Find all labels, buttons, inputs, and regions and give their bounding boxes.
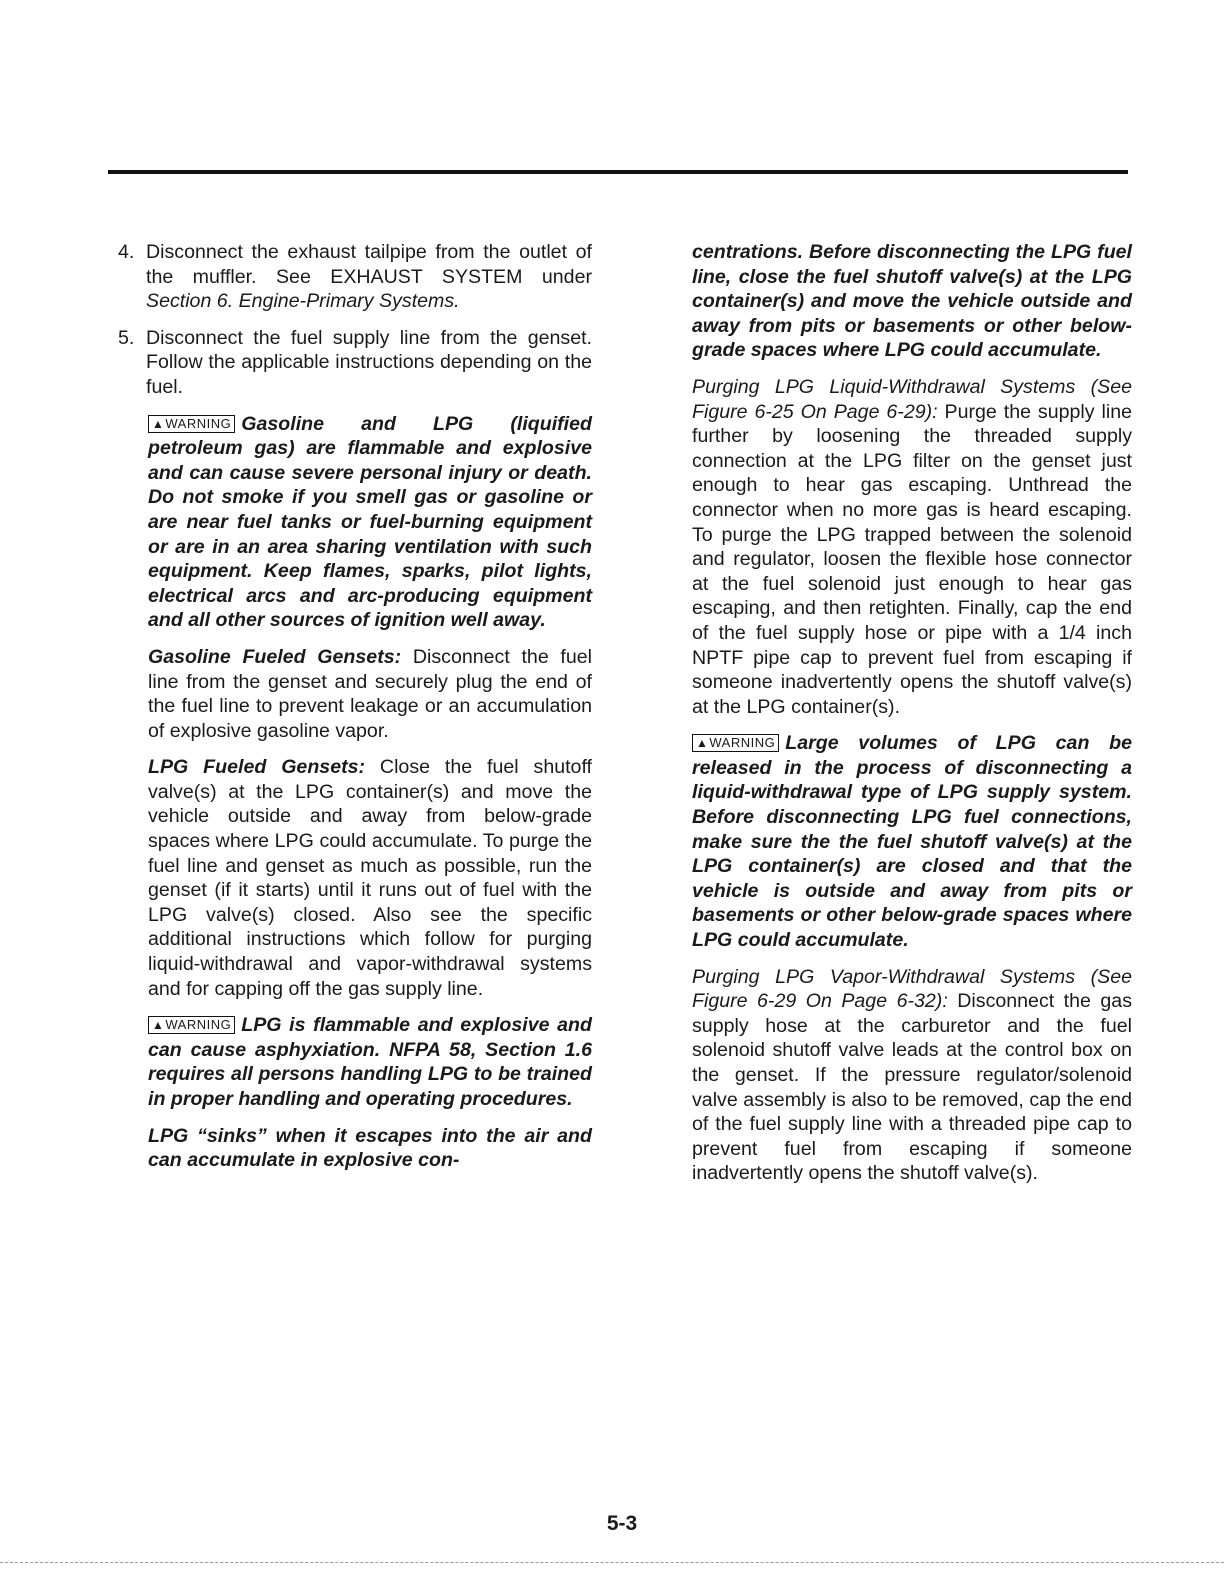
warning-triangle-icon: ▲	[152, 416, 165, 431]
right-column	[692, 240, 1132, 1198]
warning-lpg-sinks: LPG “sinks” when it escapes into the air and can accumulate in explosive con-	[148, 1124, 592, 1172]
warning-triangle-icon: ▲	[696, 736, 709, 751]
warning-continuation: centrations. Before disconnecting the LPG fuel line, close the fuel shutoff valve(s) at the LPG container(s) and move the vehicle outside and away from pits or basements or other below-grade spaces where LPG could accumulate.	[692, 241, 1132, 362]
warning-badge: ▲WARNING	[692, 734, 779, 752]
warning-fuel-flammable: ▲WARNING Gasoline and LPG (liquified petroleum gas) are flammable and explosive and can cause severe personal injury or death. Do not smoke if you smell gas or gasoline or are near fuel tanks or fuel-burning equipment or are in an area sharing ventilation with such equipment. Keep flames, sparks, pilot lights, electrical arcs and arc-producing equipment and all other sources of ignition well away.	[148, 412, 592, 632]
step-5	[118, 326, 592, 400]
page-number: 5-3	[606, 1512, 638, 1535]
lpg-gensets-paragraph: LPG Fueled Gensets: Close the fuel shutoff valve(s) at the LPG container(s) and move the vehicle outside and away from below-grade spaces where LPG could accumulate. To purge the fuel line and genset as much as possible, run the genset (if it starts) until it runs out of fuel with the LPG valve(s) closed. Also see the specific additional instructions which follow for purging liquid-withdrawal and vapor-withdrawal systems and for capping off the gas supply line.	[148, 756, 592, 1000]
step-text: Disconnect the exhaust tailpipe from the outlet of the muffler. See EXHAUST SYSTEM under Section 6. Engine-Primary Systems.	[146, 241, 592, 313]
warning-badge: ▲WARNING	[148, 1016, 235, 1034]
gasoline-gensets-paragraph: Gasoline Fueled Gensets: Disconnect the fuel line from the genset and securely plug the end of the fuel line to prevent leakage or an accumulation of explosive gasoline vapor.	[148, 645, 593, 742]
liquid-withdrawal-paragraph: Purging LPG Liquid-Withdrawal Systems (See Figure 6-25 On Page 6-29): Purge the supply line further by loosening the threaded supply connection at the LPG filter on the genset just enough to hear gas escaping. Unthread the connector when no more gas is heard escaping. To purge the LPG trapped between the solenoid and regulator, loosen the flexible hose connector at the fuel solenoid just enough to hear gas escaping, and then retighten. Finally, cap the end of the fuel supply hose or pipe with a 1/4 inch NPTF pipe cap to prevent fuel from escaping if someone inadvertently opens the shutoff valve(s) at the LPG container(s).	[692, 375, 1132, 718]
vapor-withdrawal-paragraph: Purging LPG Vapor-Withdrawal Systems (See Figure 6-29 On Page 6-32): Disconnect the gas supply hose at the carburetor and the fuel solenoid shutoff valve leads at the control box on the genset. If the pressure regulator/solenoid valve assembly is also to be removed, cap the end of the fuel supply line with a threaded pipe cap to prevent fuel from escaping if someone inadvertently opens the shutoff valve(s).	[692, 965, 1132, 1185]
section-reference: Section 6. Engine-Primary Systems.	[146, 290, 460, 313]
warning-lpg-asphyxiation: ▲WARNING LPG is flammable and explosive and can cause asphyxiation. NFPA 58, Section 1.6 requires all persons handling LPG to be trained in proper handling and operating procedures.	[148, 1014, 592, 1110]
step-text: Disconnect the fuel supply line from the genset. Follow the applicable instructions depending on the fuel.	[146, 326, 592, 398]
footer-rule	[0, 1562, 1224, 1563]
left-column	[118, 240, 592, 1185]
warning-badge: ▲WARNING	[148, 415, 235, 433]
step-number: 5.	[118, 326, 135, 349]
step-4	[118, 240, 592, 314]
step-number: 4.	[118, 241, 135, 263]
warning-large-volumes: ▲WARNING Large volumes of LPG can be released in the process of disconnecting a liquid-withdrawal type of LPG supply system. Before disconnecting LPG fuel connections, make sure the the fuel shutoff valve(s) at the LPG container(s) are closed and that the vehicle is outside and away from pits or basements or other below-grade spaces where LPG could accumulate.	[692, 732, 1132, 952]
header-rule	[108, 170, 1128, 174]
warning-triangle-icon: ▲	[152, 1018, 165, 1033]
